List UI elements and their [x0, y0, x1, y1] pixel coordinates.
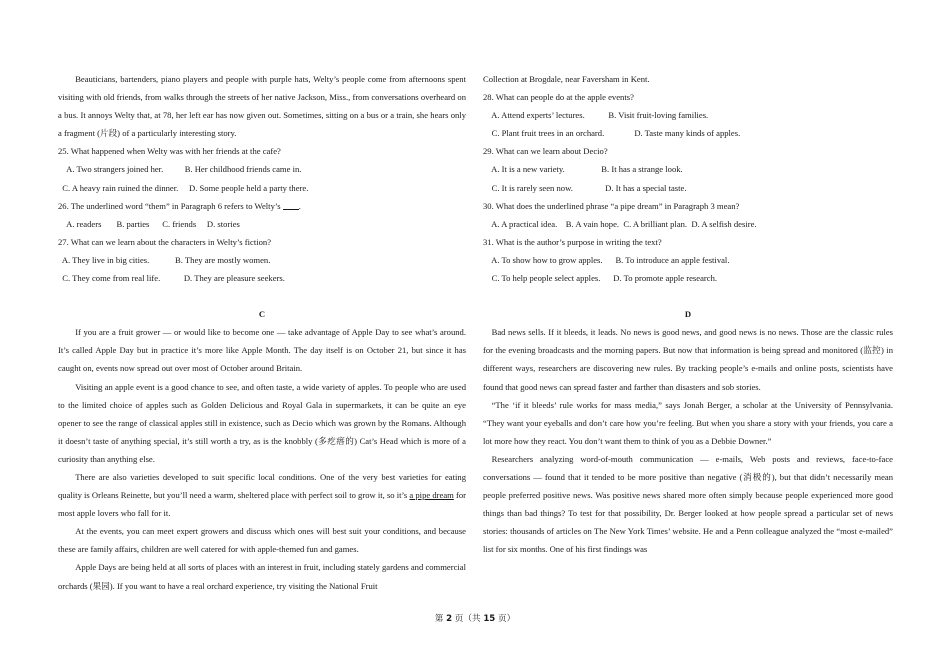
- question-29-options-ab: A. It is a new variety. B. It has a strange look.: [483, 164, 683, 175]
- footer-middle: 页（共: [452, 614, 484, 624]
- section-c-paragraph-3: [58, 468, 466, 522]
- continued-text: Collection at Brogdale, near Faversham in Kent.: [483, 74, 650, 84]
- question-26-options: A. readers B. parties C. friends D. stories: [58, 218, 240, 229]
- section-d-heading: D: [684, 309, 692, 320]
- section-c-paragraph-1: If you are a fruit grower — or would like to become one — take advantage of Apple Day to see what’s around. It’s called Apple Day but in practice it’s more like Apple Month. The day itself is on October 21, but since it has caught on, events now spread out over most of October around Britain.: [58, 327, 466, 374]
- question-28: 28. What can people do at the apple events?: [483, 92, 634, 103]
- question-27-options-cd: C. They come from real life. D. They are pleasure seekers.: [58, 273, 285, 284]
- question-26: [58, 197, 466, 215]
- footer-suffix: 页）: [495, 614, 516, 624]
- question-28-options-ab: A. Attend experts’ lectures. B. Visit fruit-loving families.: [483, 110, 709, 121]
- question-27: 27. What can we learn about the characters in Welty’s fiction?: [58, 236, 272, 247]
- total-pages: 15: [483, 614, 496, 624]
- question-26-end: .: [298, 200, 301, 211]
- section-c-paragraph-2: Visiting an apple event is a good chance to see, and often taste, a wide variety of apples. To people who are used to the limited choice of apples such as Golden Delicious and Royal Gala in supermarkets, it can be quite an eye opener to see the range of classical apples still in existence, such as Decio which was grown by the Romans. Although it doesn’t taste of anything special, it’s still worth a try, as is the knobbly (多疙瘩的) Cat’s Head which is more of a curiosity than anything else.: [58, 381, 466, 464]
- question-25-options-cd: C. A heavy rain ruined the dinner. D. Some people held a party there.: [58, 182, 309, 193]
- right-column: [483, 70, 893, 558]
- question-30-options: A. A practical idea. B. A vain hope. C. A brilliant plan. D. A selfish desire.: [483, 218, 757, 229]
- section-c-heading: C: [258, 309, 266, 320]
- underlined-phrase: a pipe dream: [409, 490, 454, 501]
- section-c-paragraph-4: At the events, you can meet expert growers and discuss which ones will best suit your conditions, and because these are family affairs, children are well catered for with apple-themed fun and games.: [58, 526, 466, 555]
- page-number: 2: [446, 614, 453, 624]
- section-d-paragraph-1: Bad news sells. If it bleeds, it leads. No news is good news, and good news is no news. Those are the classic rules for the evening broadcasts and the morning papers. But now that information is being spread and monitored (监控) in different ways, researchers are discovering new rules. By tracking people’s e-mails and online posts, scientists have found that good news can spread faster and farther than disasters and sob stories.: [483, 327, 893, 392]
- section-d-paragraph-3: Researchers analyzing word-of-mouth communication — e-mails, Web posts and reviews, face-to-face conversations — found that it tended to be more positive than negative (消极的), but that didn’t necessarily mean people preferred positive news. Was positive news shared more often simply because people experienced more good things than bad things? To test for that possibility, Dr. Berger looked at how people spread a particular set of news stories: thousands of articles on The New York Times’ website. He and a Penn colleague analyzed the “most e-mailed” list for six months. One of his first findings was: [483, 453, 893, 555]
- section-d-paragraph-2: “The ‘if it bleeds’ rule works for mass media,” says Jonah Berger, a scholar at the University of Pennsylvania. “They want your eyeballs and don’t care how you’re feeling. But when you share a story with your friends, you care a lot more how they react. You don’t want them to think of you as a Debbie Downer.”: [483, 399, 893, 446]
- page-footer: [0, 612, 950, 624]
- question-30: 30. What does the underlined phrase “a pipe dream” in Paragraph 3 mean?: [483, 200, 740, 211]
- question-27-options-ab: A. They live in big cities. B. They are mostly women.: [58, 254, 271, 265]
- paragraph-3-start: There are also varieties developed to suit specific local conditions. One of the very best varieties for eating quality is Orleans Reinette, but you’ll need a warm, sheltered place with perfect soil to grow it, so it’s: [58, 471, 466, 501]
- question-25: 25. What happened when Welty was with her friends at the cafe?: [58, 146, 281, 157]
- question-31-options-cd: C. To help people select apples. D. To promote apple research.: [483, 273, 718, 284]
- left-column: [58, 70, 466, 595]
- question-28-options-cd: C. Plant fruit trees in an orchard. D. Taste many kinds of apples.: [483, 128, 741, 139]
- question-31: 31. What is the author’s purpose in writing the text?: [483, 236, 662, 247]
- question-29-options-cd: C. It is rarely seen now. D. It has a special taste.: [483, 182, 687, 193]
- question-31-options-ab: A. To show how to grow apples. B. To introduce an apple festival.: [483, 254, 730, 265]
- question-26-text: 26. The underlined word “them” in Paragraph 6 refers to Welty’s: [58, 200, 283, 211]
- intro-paragraph: Beauticians, bartenders, piano players and people with purple hats, Welty’s people come from afternoons spent visiting with old friends, from walks through the streets of her native Jackson, Miss., from conversations overheard on a bus. It annoys Welty that, at 78, her left ear has now given out. Sometimes, sitting on a bus or a train, she hears only a fragment (片段) of a particularly interesting story.: [58, 74, 466, 139]
- footer-prefix: 第: [434, 614, 447, 624]
- section-c-paragraph-5: Apple Days are being held at all sorts of places with an interest in fruit, including stately gardens and commercial orchards (果园). If you want to have a real orchard experience, try visiting the National Fruit: [58, 562, 466, 591]
- question-25-options-ab: A. Two strangers joined her. B. Her childhood friends came in.: [58, 164, 302, 175]
- paragraph-3-end: for most apple lovers who fall for it.: [58, 490, 466, 519]
- answer-blank: [283, 200, 299, 210]
- question-29: 29. What can we learn about Decio?: [483, 146, 608, 157]
